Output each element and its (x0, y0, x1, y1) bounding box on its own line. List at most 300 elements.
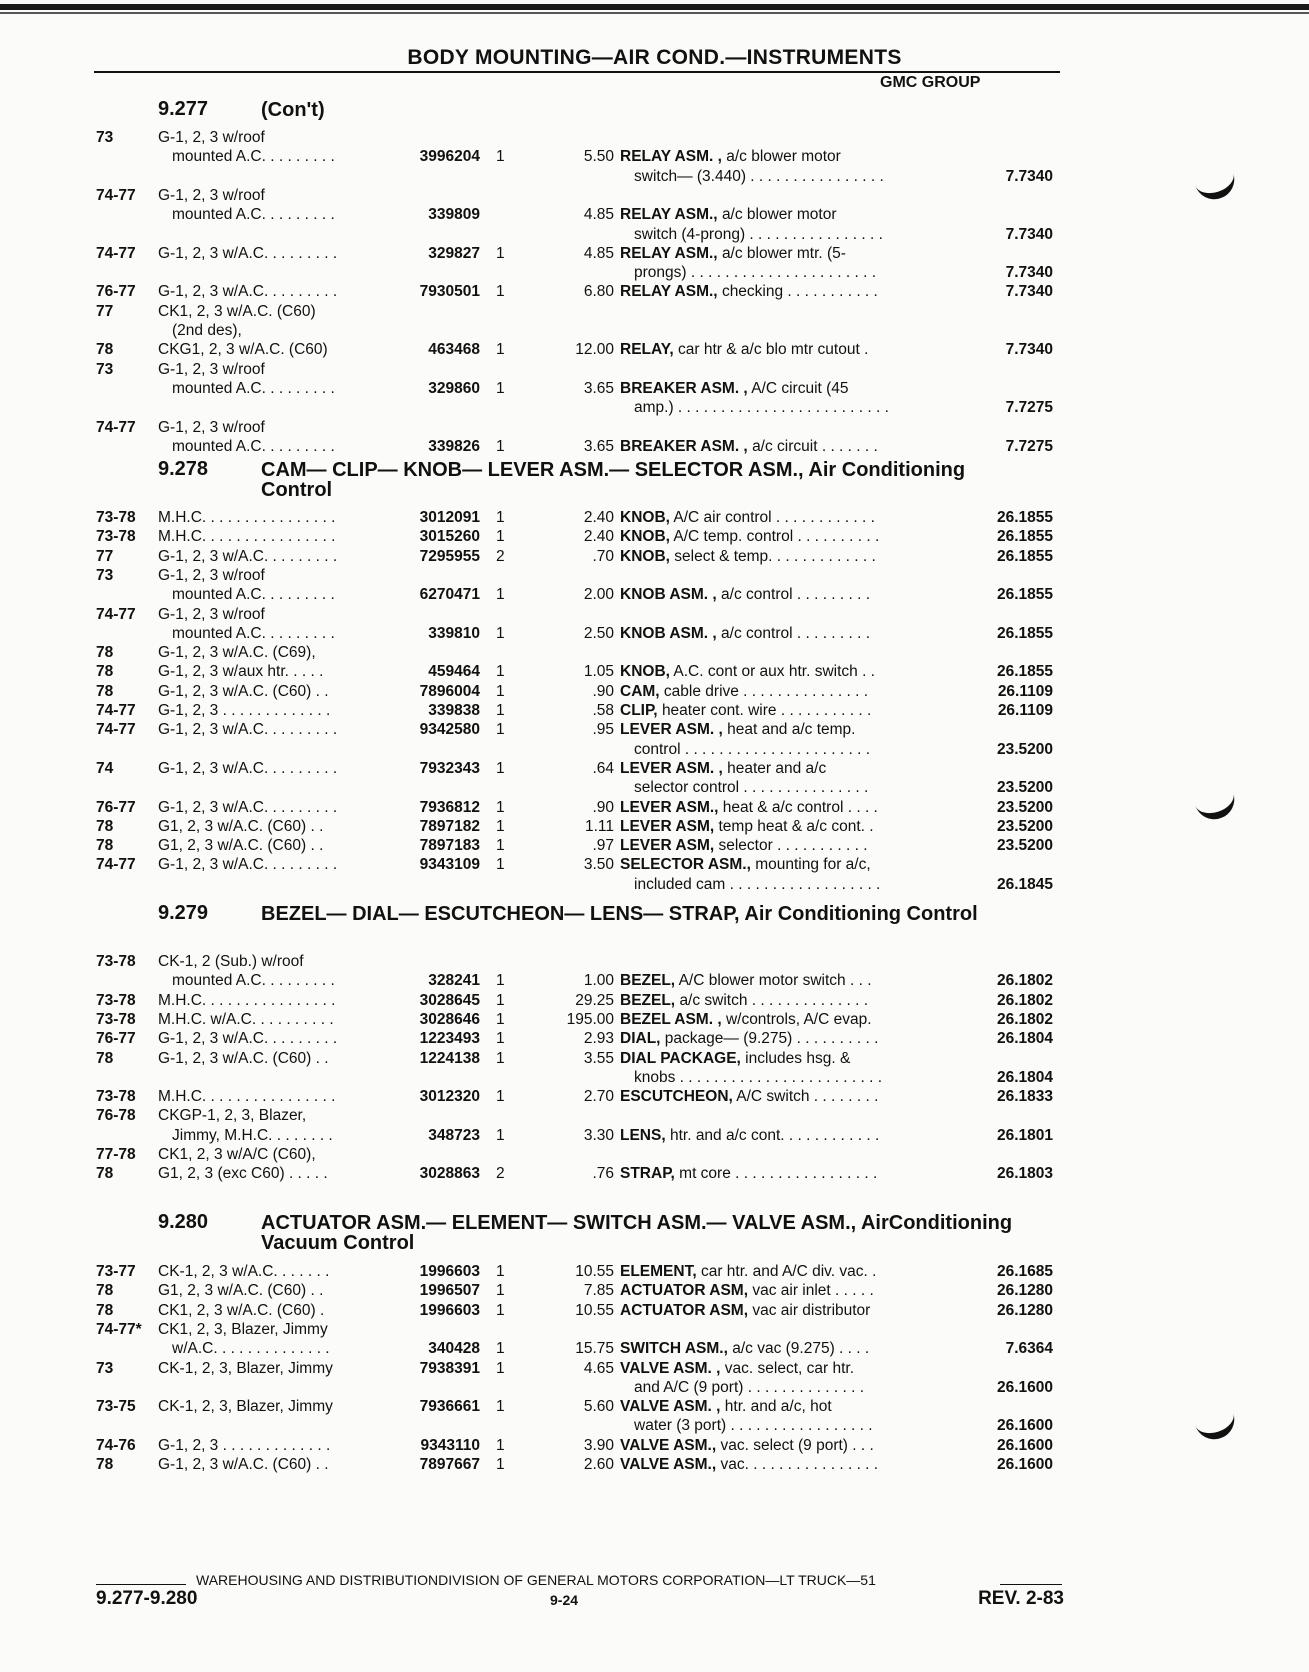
description-text: amp.) . . . . . . . . . . . . . . . . . . . . . . . . . (634, 399, 889, 417)
description (620, 1455, 878, 1474)
quantity: 1 (496, 1456, 505, 1473)
description-text: vac. select, car htr. (724, 1359, 855, 1377)
part-name: BREAKER ASM. , (620, 379, 748, 397)
group-number: 7.7275 (1005, 437, 1053, 455)
quantity: 1 (496, 1340, 505, 1358)
description (620, 798, 878, 817)
catalog-row (0, 167, 1309, 186)
part-name: KNOB ASM. , (620, 624, 717, 642)
part-name: BREAKER ASM. , (620, 437, 748, 455)
price: 2.40 (583, 528, 614, 546)
catalog-row (0, 302, 1309, 321)
price: 2.00 (583, 586, 614, 604)
group-number: 23.5200 (996, 779, 1053, 797)
catalog-row (0, 340, 1309, 359)
quantity: 1 (496, 682, 505, 700)
part-name: LEVER ASM, (620, 837, 715, 855)
catalog-row (0, 1164, 1309, 1183)
description (620, 244, 846, 263)
application: G-1, 2, 3 w/A.C. . . . . . . . . (158, 856, 338, 874)
footer-section-range: 9.277-9.280 (96, 1588, 198, 1609)
application: mounted A.C. . . . . . . . . (172, 586, 335, 604)
price: 3.65 (583, 437, 614, 455)
application: mounted A.C. . . . . . . . . (172, 379, 335, 397)
application: G-1, 2, 3 w/A.C. (C60) . . (158, 1049, 329, 1067)
description (620, 527, 879, 546)
catalog-row (0, 1049, 1309, 1068)
catalog-row (0, 1087, 1309, 1106)
description-text: vac air inlet . . . . . (752, 1282, 874, 1300)
model-years: 76-77 (96, 283, 136, 301)
part-name: DIAL PACKAGE, (620, 1049, 741, 1067)
model-years: 74-77 (96, 418, 136, 436)
part-number: 3028645 (419, 991, 480, 1009)
catalog-row (0, 1126, 1309, 1145)
application: mounted A.C. . . . . . . . . (172, 206, 335, 224)
part-name: CAM, (620, 682, 660, 700)
group-number: 26.1802 (996, 972, 1053, 990)
application: G-1, 2, 3 w/aux htr. . . . . (158, 663, 324, 681)
description (634, 875, 880, 894)
catalog-row (0, 624, 1309, 643)
description-text: switch— (3.440) . . . . . . . . . . . . . . . . (634, 167, 884, 185)
group-number: 7.7340 (1005, 225, 1053, 243)
section-title: BEZEL— DIAL— ESCUTCHEON— LENS— STRAP, Air Conditioning Control (261, 903, 978, 925)
application: CK-1, 2, 3, Blazer, Jimmy (158, 1359, 333, 1377)
price: 2.50 (583, 624, 614, 642)
price: 1.05 (583, 663, 614, 681)
part-name: VALVE ASM., (620, 1456, 717, 1473)
description-text: vac. select (9 port) . . . (720, 1436, 874, 1454)
part-name: KNOB, (620, 509, 670, 526)
part-number: 329860 (428, 379, 480, 397)
quantity: 1 (496, 856, 505, 874)
application: CK-1, 2, 3, Blazer, Jimmy (158, 1398, 333, 1416)
group-number: 23.5200 (996, 798, 1053, 816)
quantity: 1 (496, 972, 505, 990)
part-number: 1996603 (419, 1301, 480, 1319)
description-text: a/c blower motor (721, 206, 837, 224)
quantity: 1 (496, 437, 505, 455)
price: 3.30 (583, 1126, 614, 1144)
quantity: 1 (496, 1030, 505, 1048)
model-years: 74-77 (96, 856, 136, 874)
catalog-row (0, 1320, 1309, 1339)
group-number: 26.1804 (996, 1068, 1053, 1086)
model-years: 78 (96, 1282, 114, 1300)
price: 5.50 (583, 148, 614, 166)
application: mounted A.C. . . . . . . . . (172, 148, 335, 166)
model-years: 74-77 (96, 186, 136, 204)
application: G1, 2, 3 w/A.C. (C60) . . (158, 837, 324, 855)
catalog-row (0, 1416, 1309, 1435)
catalog-row (0, 1339, 1309, 1358)
part-number: 9342580 (419, 721, 480, 739)
description (634, 1378, 864, 1397)
application: M.H.C. . . . . . . . . . . . . . . . (158, 528, 336, 546)
part-name: RELAY ASM., (620, 244, 718, 262)
price: 195.00 (566, 1010, 614, 1028)
part-number: 7936812 (419, 798, 480, 816)
group-number: 26.1802 (996, 1010, 1053, 1028)
group-number: 23.5200 (996, 740, 1053, 758)
quantity: 1 (496, 817, 505, 835)
price: .64 (592, 759, 614, 777)
description-text: water (3 port) . . . . . . . . . . . . . . . . . (634, 1417, 873, 1435)
group-number: 26.1280 (996, 1282, 1053, 1300)
quantity: 1 (496, 1049, 505, 1067)
part-name: ACTUATOR ASM, (620, 1301, 749, 1319)
group-number: 26.1855 (996, 547, 1053, 565)
part-number: 1996603 (419, 1263, 480, 1280)
catalog-row (0, 798, 1309, 817)
group-number: 26.1600 (996, 1417, 1053, 1435)
catalog-row (0, 1397, 1309, 1416)
description (634, 740, 870, 759)
part-number: 7932343 (419, 759, 480, 777)
model-years: 73-77 (96, 1263, 136, 1280)
part-number: 9343110 (420, 1436, 480, 1454)
catalog-row (0, 1106, 1309, 1125)
price: 4.65 (583, 1359, 614, 1377)
catalog-row (0, 1281, 1309, 1300)
group-number: 26.1804 (996, 1030, 1053, 1048)
catalog-row (0, 875, 1309, 894)
quantity: 1 (496, 624, 505, 642)
group-number: 7.7340 (1005, 341, 1053, 359)
price: 6.80 (583, 283, 614, 301)
description (620, 1397, 832, 1416)
description-text: htr. and a/c, hot (724, 1398, 832, 1416)
description (634, 167, 884, 186)
description (620, 282, 878, 301)
catalog-row (0, 437, 1309, 456)
catalog-row (0, 662, 1309, 681)
top-border-rule (0, 4, 1309, 10)
quantity: 2 (496, 547, 505, 565)
price: 3.50 (583, 856, 614, 874)
catalog-row (0, 1262, 1309, 1281)
part-name: BEZEL, (620, 991, 676, 1009)
model-years: 78 (96, 682, 114, 700)
description-text: temp heat & a/c cont. . (718, 817, 874, 835)
application: CK-1, 2 (Sub.) w/roof (158, 953, 304, 970)
catalog-row (0, 1301, 1309, 1320)
price: .76 (592, 1165, 614, 1183)
section-title: (Con't) (261, 99, 325, 121)
application: G-1, 2, 3 w/roof (158, 418, 265, 436)
group-number: 7.6364 (1005, 1340, 1053, 1358)
quantity: 1 (496, 759, 505, 777)
quantity: 1 (496, 798, 505, 816)
part-name: VALVE ASM. , (620, 1359, 721, 1377)
model-years: 74-77 (96, 721, 136, 739)
footer-rule-left (96, 1584, 186, 1585)
quantity: 1 (496, 1436, 505, 1454)
page-title: BODY MOUNTING—AIR COND.—INSTRUMENTS (407, 46, 902, 69)
part-name: KNOB, (620, 663, 670, 681)
quantity: 2 (496, 1165, 505, 1183)
catalog-row (0, 205, 1309, 224)
part-name: LEVER ASM. , (620, 721, 723, 739)
price: 15.75 (575, 1340, 614, 1358)
model-years: 78 (96, 644, 114, 662)
price: 5.60 (583, 1398, 614, 1416)
part-number: 3028863 (419, 1165, 480, 1183)
application: G-1, 2, 3 . . . . . . . . . . . . . (158, 1436, 331, 1454)
description-text: a/c switch . . . . . . . . . . . . . . (679, 991, 869, 1009)
catalog-row (0, 971, 1309, 990)
catalog-row (0, 1359, 1309, 1378)
price: 3.65 (583, 379, 614, 397)
description-text: included cam . . . . . . . . . . . . . . . . . . (634, 875, 881, 893)
application: CKG1, 2, 3 w/A.C. (C60) (158, 341, 328, 359)
group-number: 26.1855 (996, 586, 1053, 604)
model-years: 73-78 (96, 991, 136, 1009)
price: 1.11 (584, 817, 614, 835)
part-number: 339810 (428, 624, 480, 642)
quantity: 1 (496, 837, 505, 855)
application: G1, 2, 3 w/A.C. (C60) . . (158, 817, 324, 835)
part-name: LEVER ASM. , (620, 759, 723, 777)
footer-division: WAREHOUSING AND DISTRIBUTIONDIVISION OF GENERAL MOTORS CORPORATION—LT TRUCK—51 (196, 1572, 876, 1588)
section-number: 9.278 (158, 458, 209, 480)
application: G-1, 2, 3 w/roof (158, 360, 265, 378)
application: M.H.C. . . . . . . . . . . . . . . . (158, 991, 336, 1009)
part-number: 1223493 (419, 1030, 480, 1048)
part-number: 7897667 (419, 1456, 480, 1473)
model-years: 78 (96, 837, 114, 855)
part-name: ESCUTCHEON, (620, 1088, 733, 1106)
application: G-1, 2, 3 w/A.C. . . . . . . . . (158, 759, 338, 777)
catalog-row (0, 759, 1309, 778)
description-text: car htr. and A/C div. vac. . (700, 1263, 877, 1280)
part-name: LEVER ASM., (620, 798, 719, 816)
application: mounted A.C. . . . . . . . . (172, 437, 335, 455)
catalog-row (0, 282, 1309, 301)
group-number: 26.1802 (996, 991, 1053, 1009)
price: 10.55 (575, 1263, 614, 1280)
catalog-row (0, 952, 1309, 971)
description (620, 1010, 872, 1029)
description-text: A/C temp. control . . . . . . . . . . (673, 528, 880, 546)
application: G1, 2, 3 (exc C60) . . . . . (158, 1165, 328, 1183)
quantity: 1 (496, 528, 505, 546)
model-years: 74-76 (96, 1436, 136, 1454)
group-number: 26.1600 (996, 1378, 1053, 1396)
quantity: 1 (496, 991, 505, 1009)
application: CK1, 2, 3 w/A.C. (C60) (158, 302, 316, 320)
model-years: 73 (96, 566, 114, 584)
catalog-row (0, 1378, 1309, 1397)
price: 4.85 (583, 206, 614, 224)
application: M.H.C. . . . . . . . . . . . . . . . (158, 509, 336, 526)
price: 4.85 (583, 244, 614, 262)
catalog-row (0, 740, 1309, 759)
description (620, 379, 849, 398)
catalog-row (0, 321, 1309, 340)
quantity: 1 (496, 283, 505, 301)
part-name: ACTUATOR ASM, (620, 1282, 749, 1300)
group-number: 26.1803 (996, 1165, 1053, 1183)
group-number: 26.1855 (996, 663, 1053, 681)
catalog-row (0, 605, 1309, 624)
part-number: 7936661 (419, 1398, 480, 1416)
group-number: 26.1855 (996, 624, 1053, 642)
model-years: 78 (96, 341, 114, 359)
description (620, 1281, 874, 1300)
quantity: 1 (496, 721, 505, 739)
part-name: KNOB ASM. , (620, 586, 717, 604)
group-number: 26.1801 (996, 1126, 1053, 1144)
catalog-row (0, 547, 1309, 566)
description (634, 1068, 882, 1087)
description (620, 624, 870, 643)
part-name: SWITCH ASM., (620, 1340, 728, 1358)
section-header (0, 1213, 1309, 1257)
price: 1.00 (583, 972, 614, 990)
group-number: 7.7340 (1005, 283, 1053, 301)
part-name: LEVER ASM, (620, 817, 715, 835)
catalog-row (0, 1068, 1309, 1087)
part-name: VALVE ASM., (620, 1436, 717, 1454)
model-years: 73-75 (96, 1398, 136, 1416)
model-years: 73 (96, 129, 114, 146)
price: 2.40 (583, 509, 614, 526)
description-text: heat & a/c control . . . . (722, 798, 878, 816)
part-number: 1224138 (419, 1049, 480, 1067)
application: CKGP-1, 2, 3, Blazer, (158, 1107, 307, 1125)
description-text: A.C. cont or aux htr. switch . . (673, 663, 875, 681)
model-years: 78 (96, 817, 114, 835)
application: G-1, 2, 3 w/roof (158, 566, 265, 584)
description (620, 1087, 878, 1106)
part-number: 9343109 (419, 856, 480, 874)
description (620, 662, 875, 681)
catalog-row (0, 566, 1309, 585)
model-years: 76-78 (96, 1107, 136, 1125)
description (620, 720, 855, 739)
part-name: KNOB, (620, 528, 670, 546)
part-number: 329827 (428, 244, 480, 262)
group-column-label: GMC GROUP (880, 74, 981, 91)
price: 7.85 (583, 1282, 614, 1300)
part-name: RELAY ASM., (620, 283, 718, 301)
catalog-row (0, 225, 1309, 244)
part-number: 3012320 (419, 1088, 480, 1106)
part-name: LENS, (620, 1126, 666, 1144)
group-number: 26.1109 (997, 702, 1053, 719)
quantity: 1 (496, 1010, 505, 1028)
catalog-row (0, 398, 1309, 417)
price: 2.70 (583, 1088, 614, 1106)
catalog-row (0, 585, 1309, 604)
description (620, 817, 874, 836)
application: G-1, 2, 3 w/A.C. . . . . . . . . (158, 721, 338, 739)
description-text: a/c control . . . . . . . . . (721, 586, 871, 604)
catalog-row (0, 418, 1309, 437)
catalog-row (0, 147, 1309, 166)
application: CK1, 2, 3, Blazer, Jimmy (158, 1320, 328, 1338)
description (634, 398, 889, 417)
model-years: 78 (96, 1301, 114, 1319)
part-number: 7896004 (419, 682, 480, 700)
description (620, 1339, 869, 1358)
part-name: BEZEL ASM. , (620, 1010, 722, 1028)
price: 3.55 (583, 1049, 614, 1067)
description (634, 1416, 873, 1435)
section-header (0, 904, 1309, 948)
part-number: 328241 (428, 972, 480, 990)
part-number: 463468 (428, 341, 480, 359)
application: G-1, 2, 3 w/A.C. (C69), (158, 644, 316, 662)
application: G-1, 2, 3 w/A.C. . . . . . . . . (158, 283, 338, 301)
section-number: 9.279 (158, 902, 209, 924)
part-number: 459464 (428, 663, 480, 681)
application: CK1, 2, 3 w/A.C. (C60) . (158, 1301, 325, 1319)
price: .58 (592, 702, 614, 719)
description-text: package— (9.275) . . . . . . . . . . (664, 1030, 879, 1048)
application: G-1, 2, 3 w/A.C. . . . . . . . . (158, 547, 338, 565)
description-text: includes hsg. & (745, 1049, 851, 1067)
model-years: 78 (96, 1165, 114, 1183)
footer-revision: REV. 2-83 (978, 1588, 1064, 1609)
description-text: heater and a/c (727, 759, 827, 777)
application: mounted A.C. . . . . . . . . (172, 972, 335, 990)
part-number: 7930501 (419, 283, 480, 301)
description (620, 855, 871, 874)
catalog-row (0, 855, 1309, 874)
application: G-1, 2, 3 w/roof (158, 186, 265, 204)
application: G-1, 2, 3 w/A.C. (C60) . . (158, 1456, 329, 1473)
application: (2nd des), (172, 322, 242, 339)
section-header (0, 460, 1309, 504)
model-years: 78 (96, 663, 114, 681)
part-number: 6270471 (419, 586, 480, 604)
description-text: A/C blower motor switch . . . (678, 972, 872, 990)
price: .90 (592, 682, 614, 700)
part-name: RELAY ASM., (620, 206, 718, 224)
description (620, 340, 868, 359)
description-text: htr. and a/c cont. . . . . . . . . . . . (669, 1126, 880, 1144)
catalog-row (0, 128, 1309, 147)
description-text: a/c blower motor (726, 148, 841, 166)
description (620, 759, 826, 778)
description-text: switch (4-prong) . . . . . . . . . . . . . . . . (634, 225, 883, 243)
description-text: prongs) . . . . . . . . . . . . . . . . . . . . . . (634, 264, 877, 282)
footer-rule-right (1000, 1584, 1062, 1585)
price: .70 (592, 547, 614, 565)
section-number: 9.280 (158, 1211, 209, 1233)
model-years: 73-78 (96, 953, 136, 970)
quantity: 1 (496, 1263, 505, 1280)
application: mounted A.C. . . . . . . . . (172, 624, 335, 642)
catalog-row (0, 360, 1309, 379)
group-number: 7.7340 (1005, 264, 1053, 282)
group-number: 26.1109 (997, 682, 1053, 700)
model-years: 74-77 (96, 702, 136, 719)
price: .95 (592, 721, 614, 739)
model-years: 77 (96, 547, 114, 565)
description (620, 1049, 850, 1068)
description-text: heater cont. wire . . . . . . . . . . . (661, 702, 872, 719)
quantity: 1 (496, 1282, 505, 1300)
description (634, 225, 883, 244)
part-number: 7897183 (419, 837, 480, 855)
model-years: 74-77* (96, 1320, 142, 1338)
group-number: 26.1600 (996, 1456, 1053, 1473)
application: G-1, 2, 3 w/A.C. . . . . . . . . (158, 244, 338, 262)
